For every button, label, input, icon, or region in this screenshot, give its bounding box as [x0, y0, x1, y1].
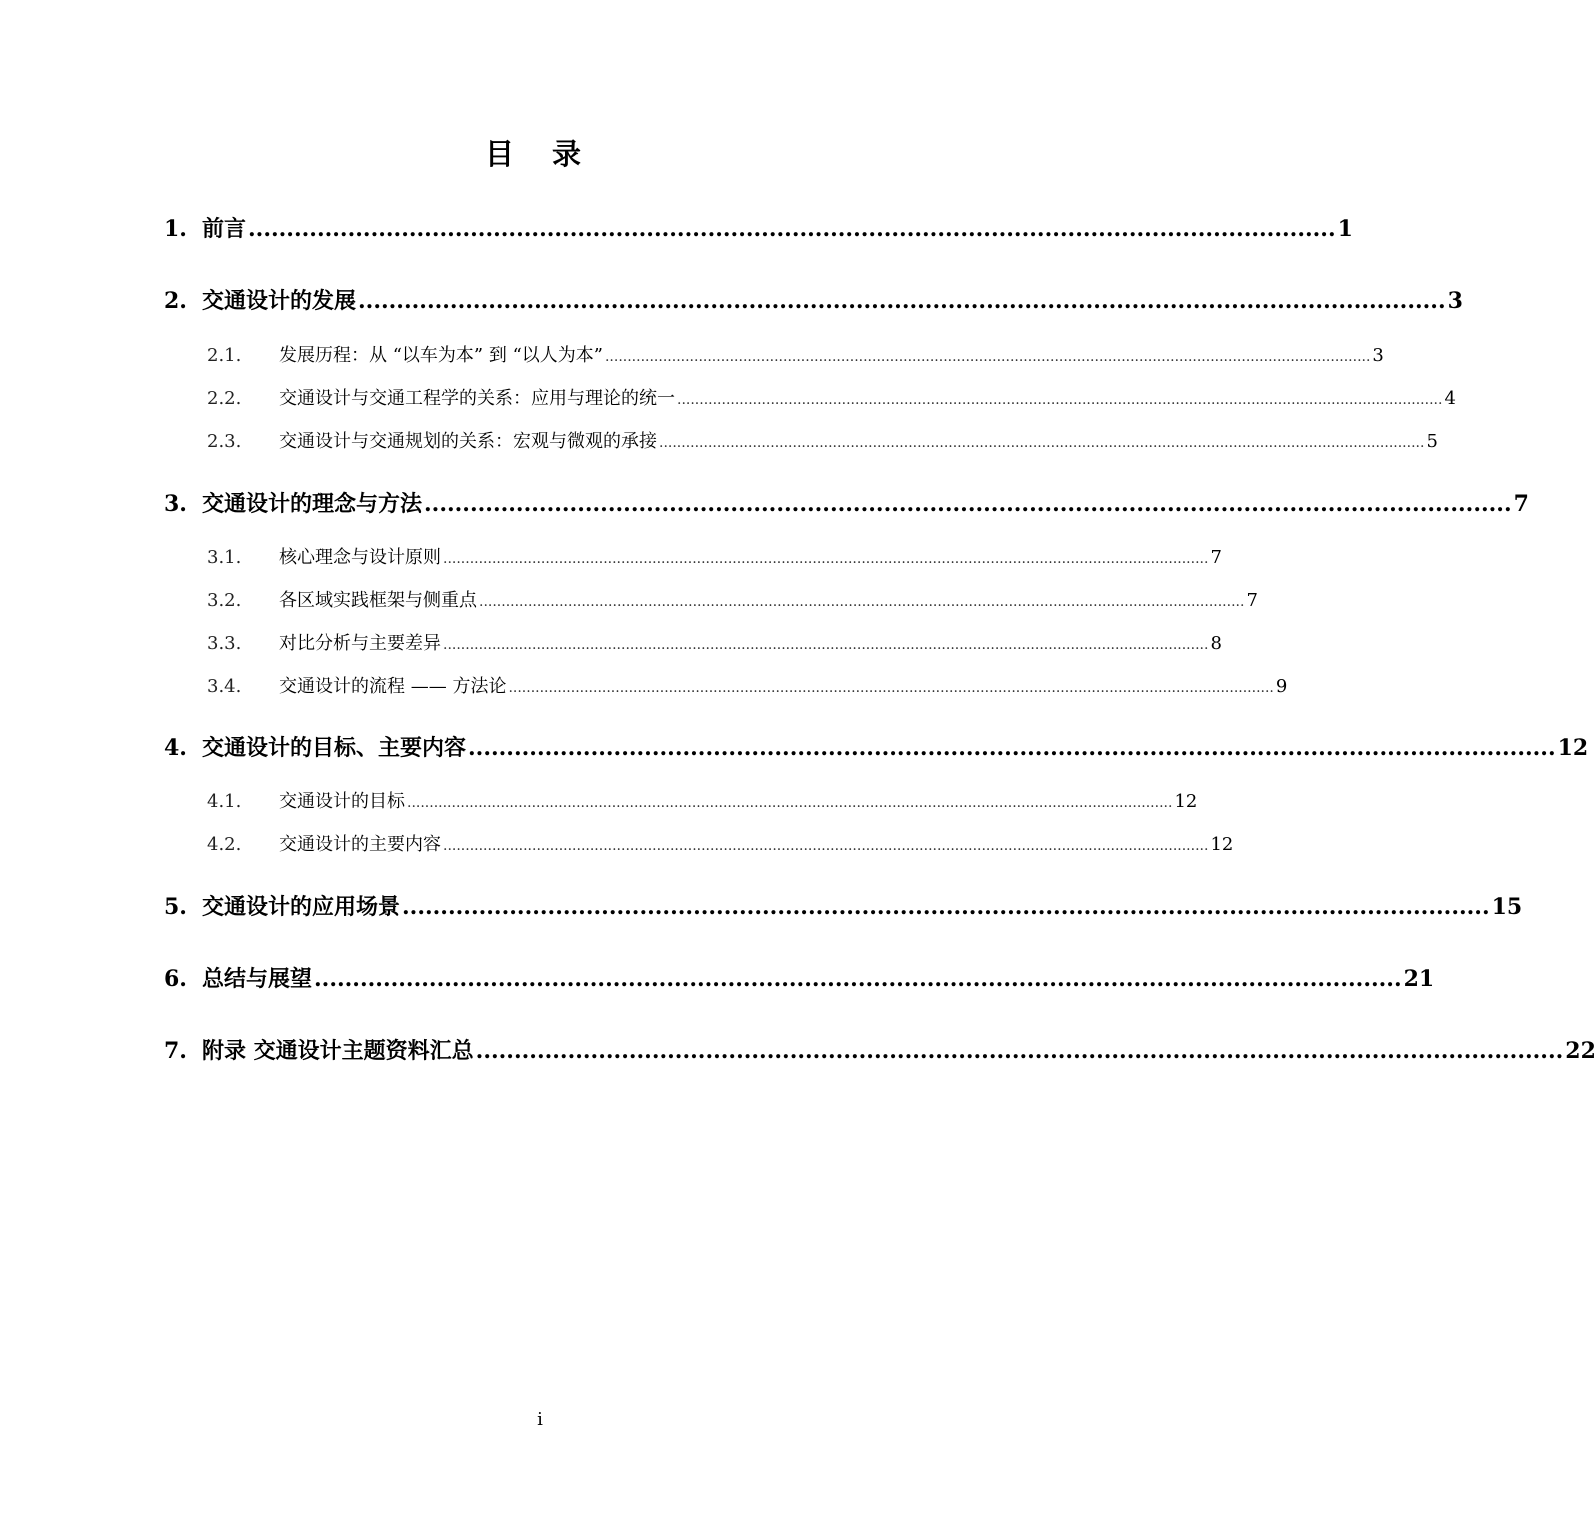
toc-entry-6[interactable]	[164, 962, 1435, 996]
toc-title: 交通设计的应用场景	[202, 894, 401, 920]
toc-entry-2-1[interactable]	[207, 342, 1384, 370]
toc-number: 2.2.	[207, 388, 242, 409]
toc-title: 核心理念与设计原则	[279, 547, 441, 568]
toc-page-number: 12	[1557, 735, 1589, 761]
toc-title: 交通设计与交通规划的关系：宏观与微观的承接	[279, 431, 657, 452]
toc-leader: ............................................................................................................................................................................	[508, 680, 1274, 696]
toc-leader: ............................................................................................................................................................................	[677, 392, 1443, 408]
toc-title: 交通设计的目标、主要内容	[202, 735, 467, 761]
toc-title: 交通设计与交通工程学的关系：应用与理论的统一	[279, 388, 675, 409]
toc-leader: ..............................................................................................................................................	[358, 288, 1446, 314]
toc-leader: ............................................................................................................................................................................	[659, 435, 1425, 451]
toc-title: 交通设计的发展	[202, 288, 357, 314]
toc-number: 6.	[164, 966, 187, 992]
toc-number: 4.2.	[207, 834, 242, 855]
toc-number: 3.2.	[207, 590, 242, 611]
toc-title: 交通设计的流程 —— 方法论	[279, 676, 507, 697]
toc-leader: ..............................................................................................................................................	[424, 491, 1512, 517]
toc-entry-7[interactable]	[164, 1034, 1596, 1068]
toc-number: 5.	[164, 894, 187, 920]
toc-leader: ............................................................................................................................................................................	[443, 838, 1209, 854]
toc-page-number: 15	[1491, 894, 1523, 920]
toc-number: 3.	[164, 491, 187, 517]
toc-entry-4-1[interactable]	[207, 788, 1198, 816]
toc-page-number: 3	[1372, 345, 1384, 366]
toc-leader: ..............................................................................................................................................	[468, 735, 1556, 761]
toc-entry-3-3[interactable]	[207, 630, 1222, 658]
toc-number: 3.1.	[207, 547, 242, 568]
toc-title: 附录 交通设计主题资料汇总	[202, 1038, 474, 1064]
toc-title: 发展历程：从 “以车为本” 到 “以人为本”	[279, 345, 603, 366]
toc-entry-3-4[interactable]	[207, 673, 1288, 701]
toc-number: 4.	[164, 735, 187, 761]
toc-number: 1.	[164, 216, 187, 242]
toc-number: 3.3.	[207, 633, 242, 654]
toc-entry-2-2[interactable]	[207, 385, 1456, 413]
toc-leader: ............................................................................................................................................................................	[443, 637, 1209, 653]
toc-entry-2[interactable]	[164, 284, 1463, 318]
toc-title: 交通设计的目标	[279, 791, 405, 812]
toc-number: 3.4.	[207, 676, 242, 697]
toc-page-number: 21	[1403, 966, 1435, 992]
toc-page-number: 1	[1337, 216, 1353, 242]
toc-title: 对比分析与主要差异	[279, 633, 441, 654]
toc-page-number: 22	[1565, 1038, 1596, 1064]
toc-entry-5[interactable]	[164, 890, 1523, 924]
toc-title: 前言	[202, 216, 247, 242]
toc-number: 2.1.	[207, 345, 242, 366]
toc-title: 总结与展望	[202, 966, 313, 992]
toc-entry-3[interactable]	[164, 487, 1529, 521]
toc-entry-1[interactable]	[164, 212, 1353, 246]
toc-leader: ............................................................................................................................................................................	[604, 349, 1371, 365]
toc-page-number: 3	[1447, 288, 1463, 314]
toc-page-number: 12	[1174, 791, 1198, 812]
toc-page-number: 7	[1246, 590, 1258, 611]
toc-entry-2-3[interactable]	[207, 428, 1438, 456]
toc-title: 交通设计的理念与方法	[202, 491, 423, 517]
toc-entry-3-1[interactable]	[207, 544, 1222, 572]
toc-title: 各区域实践框架与侧重点	[279, 590, 477, 611]
toc-leader: ..............................................................................................................................................	[402, 894, 1490, 920]
toc-page-number: 5	[1426, 431, 1438, 452]
page-title: 目 录	[484, 137, 596, 171]
toc-entry-4[interactable]	[164, 731, 1589, 765]
toc-entry-4-2[interactable]	[207, 831, 1234, 859]
toc-leader: ..............................................................................................................................................	[248, 216, 1336, 242]
page-footer-number: i	[537, 1409, 543, 1430]
toc-page-number: 7	[1513, 491, 1529, 517]
toc-leader: ............................................................................................................................................................................	[479, 594, 1245, 610]
toc-leader: ..............................................................................................................................................	[314, 966, 1402, 992]
toc-page-number: 7	[1210, 547, 1222, 568]
toc-page-number: 12	[1210, 834, 1234, 855]
toc-number: 4.1.	[207, 791, 242, 812]
toc-title: 交通设计的主要内容	[279, 834, 441, 855]
toc-leader: ..............................................................................................................................................	[475, 1038, 1564, 1064]
toc-leader: ............................................................................................................................................................................	[443, 551, 1209, 567]
toc-page-number: 8	[1210, 633, 1222, 654]
toc-leader: ............................................................................................................................................................................	[407, 795, 1173, 811]
toc-page-number: 9	[1275, 676, 1288, 697]
toc-entry-3-2[interactable]	[207, 587, 1258, 615]
toc-number: 2.3.	[207, 431, 242, 452]
toc-number: 2.	[164, 288, 187, 314]
toc-page-number: 4	[1444, 388, 1456, 409]
toc-number: 7.	[164, 1038, 187, 1064]
